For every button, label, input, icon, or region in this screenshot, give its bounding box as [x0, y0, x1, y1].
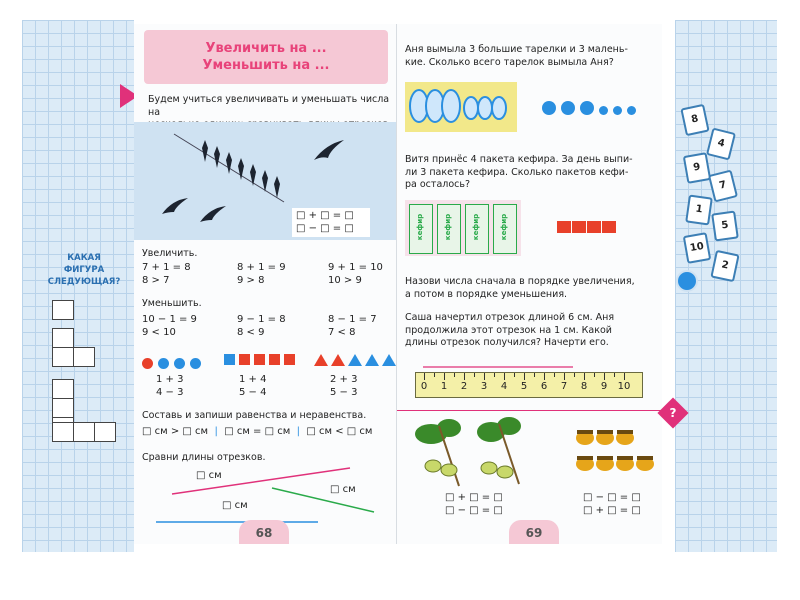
small-plate-circle-icon	[613, 106, 622, 115]
equation: 7 + 1 = 8	[142, 262, 191, 273]
kefir-task	[405, 154, 657, 192]
ruler-number: 7	[560, 381, 568, 392]
ruler-number: 8	[580, 381, 588, 392]
ruler-half-tick	[614, 373, 615, 377]
ruler-half-tick	[574, 373, 575, 377]
ruler-number: 2	[460, 381, 468, 392]
figure-cell	[52, 379, 74, 399]
figure-cell	[52, 328, 74, 348]
segment-label: □ см	[196, 470, 222, 481]
expression: 4 − 3	[156, 386, 184, 398]
compare-template: □ см = □ см	[224, 426, 291, 437]
ruler-number: 4	[500, 381, 508, 392]
ruler-tick	[464, 373, 465, 380]
number-card: 8	[680, 104, 709, 136]
ruler-tick	[504, 373, 505, 380]
birds-illustration	[134, 122, 396, 240]
number-card: 9	[683, 152, 711, 184]
number-card: 7	[708, 170, 738, 203]
inequality: 8 > 7	[142, 274, 170, 286]
ruler-tick	[444, 373, 445, 380]
decrease-col	[142, 314, 197, 339]
blue-circle-icon	[158, 358, 169, 369]
figure-cell	[73, 422, 95, 442]
expression: 2 + 3	[330, 374, 358, 385]
page-number: 69	[509, 520, 559, 544]
red-triangle-icon	[331, 354, 345, 366]
ruler-number: 6	[540, 381, 548, 392]
ruler-number: 3	[480, 381, 488, 392]
figure-cell	[73, 347, 95, 367]
plates-model	[542, 100, 636, 119]
expression: 1 + 3	[156, 374, 184, 385]
lesson-title	[144, 30, 388, 84]
figure-cell	[52, 347, 74, 367]
next-figure-question	[44, 252, 124, 288]
figure-cell	[94, 422, 116, 442]
title-line: Уменьшить на ...	[202, 58, 330, 73]
kefir-square-icon	[602, 221, 616, 233]
ruler-half-tick	[494, 373, 495, 377]
number-card: 5	[711, 210, 739, 241]
blue-triangle-icon	[348, 354, 362, 366]
big-plate-circle-icon	[561, 101, 575, 115]
ruler-half-tick	[514, 373, 515, 377]
ruler-tick	[544, 373, 545, 380]
question-line: СЛЕДУЮЩАЯ?	[47, 277, 121, 287]
ruler-tick	[584, 373, 585, 380]
ruler-number: 0	[420, 381, 428, 392]
decrease-label: Уменьшить.	[142, 298, 202, 309]
acorns-icon	[573, 426, 657, 482]
template-line: □ + □ = □	[296, 210, 354, 221]
inequality: 7 < 8	[328, 326, 356, 338]
figure-cell	[52, 300, 74, 320]
template-line: □ + □ = □	[445, 492, 503, 503]
red-square-icon	[269, 354, 280, 365]
ruler-tick	[424, 373, 425, 380]
task-line: продолжила этот отрезок на 1 см. Какой	[405, 324, 612, 336]
compare-template: □ см > □ см	[142, 426, 209, 437]
question-mark-label: ?	[669, 406, 677, 420]
plates-illustration	[405, 82, 517, 132]
page-69	[397, 24, 662, 544]
red-circle-icon	[142, 358, 153, 369]
figure-cell	[52, 422, 74, 442]
inequality: 10 > 9	[328, 274, 362, 286]
squares-group	[224, 353, 312, 367]
kefir-square-icon	[557, 221, 571, 233]
task-line: кие. Сколько всего тарелок вымыла Аня?	[405, 56, 614, 68]
compare-template: □ см < □ см	[306, 426, 373, 437]
task-line: ра осталось?	[405, 179, 471, 190]
compose-task: Составь и запиши равенства и неравенства.	[142, 410, 367, 421]
number-card: 4	[706, 128, 736, 161]
kefir-label: кефир	[500, 213, 508, 241]
question-line: ФИГУРА	[63, 265, 105, 275]
equation: 8 − 1 = 7	[328, 314, 377, 325]
page-number: 68	[239, 520, 289, 544]
increase-col	[142, 262, 191, 287]
ruler-number: 9	[600, 381, 608, 392]
gooseberry-template	[445, 492, 503, 517]
equation: 9 + 1 = 10	[328, 262, 383, 273]
equation: 8 + 1 = 9	[237, 262, 286, 273]
template-line: □ − □ = □	[296, 222, 354, 234]
blue-square-icon	[224, 354, 235, 365]
ruler-tick	[484, 373, 485, 380]
ruler-tick	[524, 373, 525, 380]
decrease-col	[237, 314, 286, 339]
ruler-half-tick	[454, 373, 455, 377]
template-line: □ + □ = □	[583, 504, 641, 516]
segment-label: □ см	[330, 484, 356, 495]
red-square-icon	[254, 354, 265, 365]
ruler-number: 10	[617, 381, 631, 392]
ruler-tick	[604, 373, 605, 380]
figure-cell	[52, 398, 74, 418]
question-line: КАКАЯ	[67, 253, 101, 263]
section-divider	[397, 410, 662, 411]
shape-expression	[330, 374, 357, 399]
small-plate-circle-icon	[627, 106, 636, 115]
kefir-illustration	[405, 200, 521, 256]
ruler	[415, 372, 643, 398]
intro-line: Будем учиться увеличивать и уменьшать числа на	[148, 94, 390, 118]
ruler-half-tick	[474, 373, 475, 377]
bird-equation-template	[292, 208, 370, 237]
ordering-task	[405, 276, 657, 301]
equation: 10 − 1 = 9	[142, 314, 197, 325]
task-line: Витя принёс 4 пакета кефира. За день выпи-	[405, 154, 633, 165]
ruler-half-tick	[534, 373, 535, 377]
blue-triangle-icon	[382, 354, 396, 366]
increase-label: Увеличить.	[142, 248, 198, 259]
kefir-pack-icon	[437, 204, 461, 254]
acorn-template	[583, 492, 641, 517]
gooseberry-branches-icon	[409, 416, 535, 494]
kefir-pack-icon	[409, 204, 433, 254]
expression: 1 + 4	[239, 374, 267, 385]
kefir-label: кефир	[416, 213, 424, 241]
number-card: 1	[685, 194, 713, 225]
kefir-label: кефир	[444, 213, 452, 241]
kefir-square-icon	[587, 221, 601, 233]
inequality: 9 > 8	[237, 274, 265, 286]
blue-circle-icon	[174, 358, 185, 369]
red-square-icon	[284, 354, 295, 365]
equation: 9 − 1 = 8	[237, 314, 286, 325]
template-line: □ − □ = □	[445, 504, 503, 516]
compare-task: Сравни длины отрезков.	[142, 452, 266, 463]
expression: 5 − 3	[330, 386, 358, 398]
number-card: 2	[710, 250, 739, 282]
increase-col	[237, 262, 286, 287]
ruler-number: 5	[520, 381, 528, 392]
plates-task	[405, 44, 657, 69]
ruler-half-tick	[594, 373, 595, 377]
shape-expression	[239, 374, 266, 399]
task-line: Назови числа сначала в порядке увеличения,	[405, 276, 635, 287]
inequality: 9 < 10	[142, 326, 176, 338]
red-triangle-icon	[314, 354, 328, 366]
circles-group	[142, 354, 201, 373]
red-square-icon	[239, 354, 250, 365]
small-plate-circle-icon	[599, 106, 608, 115]
left-margin	[22, 20, 134, 552]
ruler-half-tick	[434, 373, 435, 377]
template-line: □ − □ = □	[583, 492, 641, 503]
title-line: Увеличить на ...	[205, 41, 327, 56]
ruler-tick	[624, 373, 625, 380]
big-plate-circle-icon	[542, 101, 556, 115]
kefir-label: кефир	[472, 213, 480, 241]
ruler-tick	[564, 373, 565, 380]
textbook-spread	[22, 20, 777, 552]
segment-task	[405, 312, 657, 350]
task-line: а потом в порядке уменьшения.	[405, 288, 568, 300]
task-line: Аня вымыла 3 большие тарелки и 3 малень-	[405, 44, 628, 55]
big-plate-circle-icon	[580, 101, 594, 115]
number-card: 10	[683, 232, 711, 264]
ruler-half-tick	[554, 373, 555, 377]
segment-label: □ см	[222, 500, 248, 511]
ruler-number: 1	[440, 381, 448, 392]
blue-circle-icon	[190, 358, 201, 369]
kefir-pack-icon	[493, 204, 517, 254]
inequality: 8 < 9	[237, 326, 265, 338]
segment	[272, 488, 374, 512]
expression: 5 − 4	[239, 386, 267, 398]
kefir-pack-icon	[465, 204, 489, 254]
page-68	[134, 24, 397, 544]
kefir-square-icon	[572, 221, 586, 233]
triangles-group	[314, 353, 398, 367]
task-line: Саша начертил отрезок длиной 6 см. Аня	[405, 312, 615, 323]
plates-icon	[405, 82, 517, 132]
blue-triangle-icon	[365, 354, 379, 366]
increase-col	[328, 262, 383, 287]
decrease-col	[328, 314, 377, 339]
task-line: длины отрезок получился? Начерти его.	[405, 337, 609, 348]
task-line: ли 3 пакета кефира. Сколько пакетов кефи-	[405, 166, 629, 178]
globe-icon	[676, 270, 698, 292]
shape-expression	[156, 374, 183, 399]
kefir-model	[557, 220, 621, 234]
compose-line: □ см > □ см | □ см = □ см | □ см < □ см	[142, 426, 373, 437]
